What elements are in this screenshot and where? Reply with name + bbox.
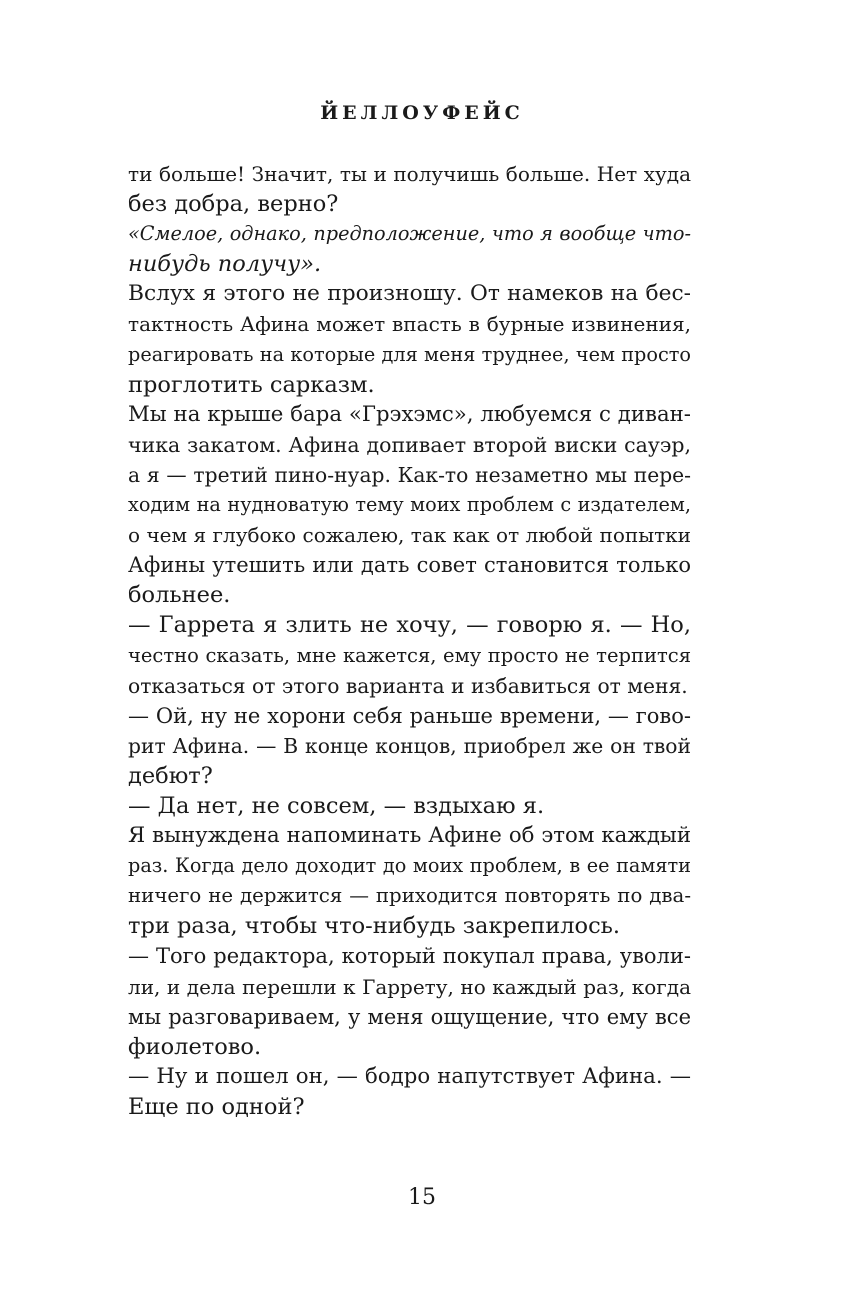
text-line: тактность Афина может впасть в бурные извинения,: [128, 312, 691, 337]
text-line: Вслух я этого не произношу. От намеков на бес-: [128, 281, 691, 307]
text-line: три раза, чтобы что-нибудь закрепилось.: [128, 913, 621, 940]
text-line: Еще по одной?: [128, 1093, 305, 1120]
text-line: фиолетово.: [128, 1033, 262, 1060]
text-line: а я — третий пино-нуар. Как-то незаметно мы пере-: [128, 462, 691, 487]
text-line: — Ой, ну не хорони себя раньше времени, — гово-: [128, 703, 691, 728]
text-line: — Гаррета я злить не хочу, — говорю я. — Но,: [128, 612, 691, 639]
text-line: ти больше! Значит, ты и получишь больше. Нет худа: [128, 162, 691, 186]
running-title: ЙЕЛЛОУФЕЙС: [320, 102, 524, 124]
text-line: чика закатом. Афина допивает второй виски сауэр,: [128, 432, 691, 457]
text-line: Афины утешить или дать совет становится только: [128, 553, 691, 578]
text-line: проглотить сарказм.: [128, 371, 375, 398]
text-line: ходим на нудноватую тему моих проблем с издателем,: [128, 493, 691, 517]
text-line: отказаться от этого варианта и избавиться от меня.: [128, 673, 688, 698]
body-text: [128, 159, 691, 1122]
text-line: — Ну и пошел он, — бодро напутствует Афина. —: [128, 1063, 691, 1089]
text-line: ли, и дела перешли к Гаррету, но каждый раз, когда: [128, 974, 691, 999]
text-line: о чем я глубоко сожалею, так как от любой попытки: [128, 523, 691, 548]
text-line: Мы на крыше бара «Грэхэмс», любуемся с диван-: [128, 401, 691, 427]
text-line: реагировать на которые для меня труднее, чем просто: [128, 342, 691, 366]
text-line: нибудь получу».: [128, 251, 322, 278]
text-line: рит Афина. — В конце концов, приобрел же он твой: [128, 733, 691, 758]
text-line: раз. Когда дело доходит до моих проблем, в ее памяти: [128, 854, 691, 878]
text-line: «Смелое, однако, предположение, что я вообще что-: [128, 222, 691, 246]
text-line: больнее.: [128, 582, 231, 609]
text-line: без добра, верно?: [128, 191, 339, 218]
text-line: честно сказать, мне кажется, ему просто не терпится: [128, 643, 691, 667]
text-line: — Того редактора, который покупал права, уволи-: [128, 944, 691, 969]
text-line: мы разговариваем, у меня ощущение, что ему все: [128, 1004, 691, 1029]
text-line: Я вынуждена напоминать Афине об этом каждый: [128, 823, 691, 849]
text-line: ничего не держится — приходится повторять по два-: [128, 884, 691, 908]
text-line: — Да нет, не совсем, — вздыхаю я.: [128, 792, 545, 819]
text-line: дебют?: [128, 762, 213, 789]
page-number: 15: [408, 1185, 436, 1210]
